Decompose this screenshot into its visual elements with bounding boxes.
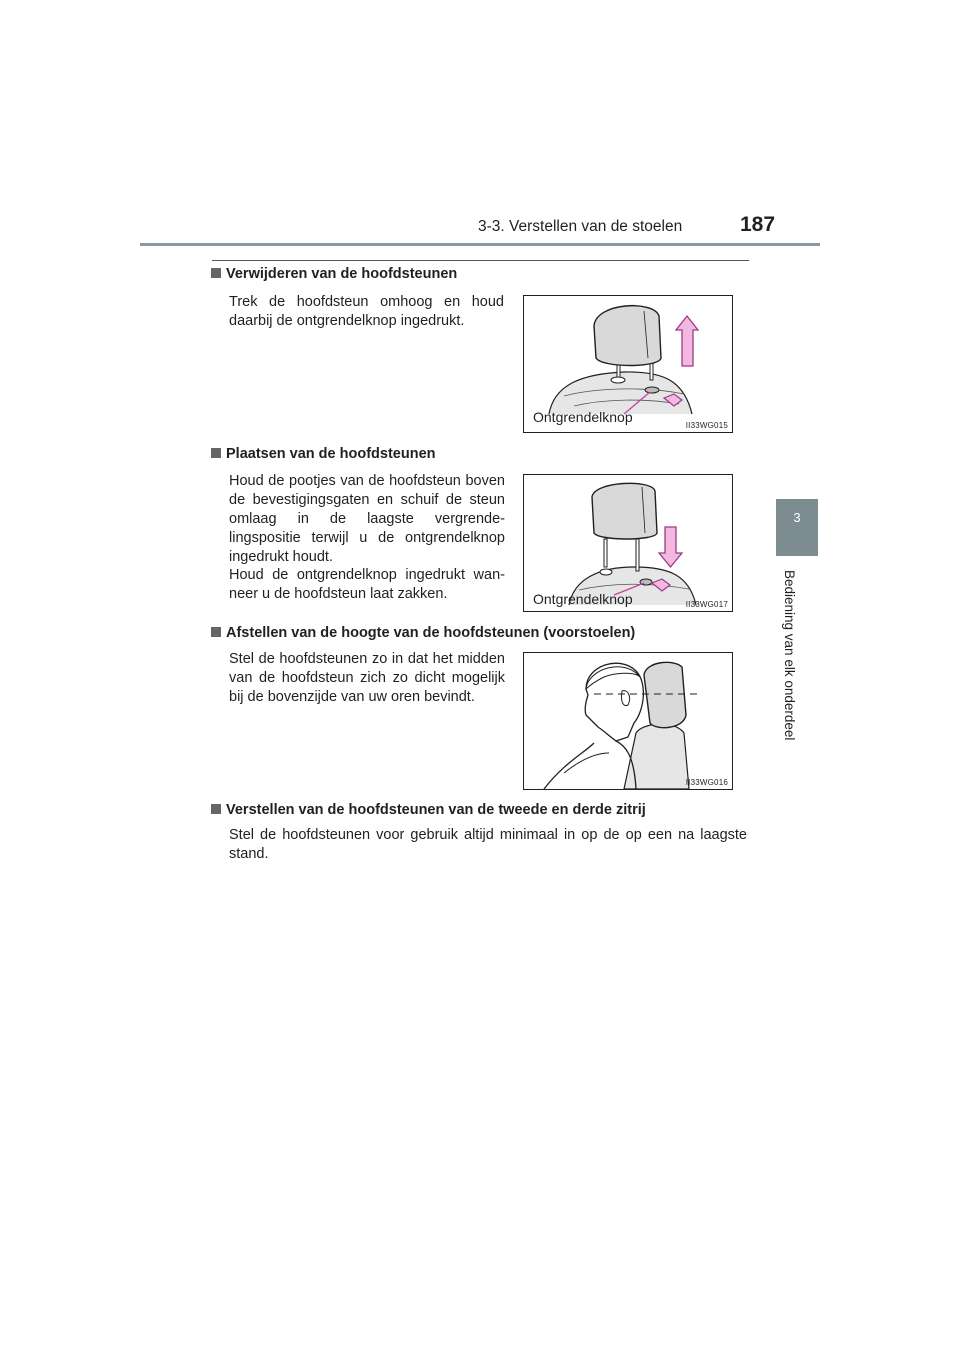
section-heading-remove: Verwijderen van de hoofdsteunen — [211, 266, 457, 282]
paragraph-height: Stel de hoofdsteunen zo in dat het midden van de hoofdsteun zich zo dicht mogelijk bij de bovenzijde van uw oren bevindt. — [229, 651, 505, 705]
chapter-tab: 3 — [776, 499, 818, 556]
down-arrow-icon — [659, 527, 682, 567]
headrest-height-illustration — [524, 653, 732, 789]
paragraph-rear-rows: Stel de hoofdsteunen voor gebruik altijd minimaal in op de op een na laagste stand. — [229, 827, 747, 862]
header-rule — [140, 243, 820, 246]
content-rule — [212, 260, 749, 261]
square-bullet-icon — [211, 448, 221, 458]
figure-label-release-button: Ontgrendelknop — [533, 409, 633, 425]
chapter-label: Bediening van elk onderdeel — [782, 570, 797, 741]
paragraph-install-2: Houd de ontgrendelknop ingedrukt wan-neer u de hoofdsteun laat zakken. — [229, 567, 505, 602]
figure-code: II33WG015 — [685, 421, 728, 430]
square-bullet-icon — [211, 268, 221, 278]
figure-code: II33WG016 — [685, 778, 728, 787]
square-bullet-icon — [211, 804, 221, 814]
up-arrow-icon — [676, 316, 698, 366]
figure-remove-headrest — [523, 295, 733, 433]
figure-install-headrest — [523, 474, 733, 612]
section-title: 3-3. Verstellen van de stoelen — [478, 218, 683, 235]
square-bullet-icon — [211, 627, 221, 637]
seatback-shape — [624, 724, 689, 789]
page-number: 187 — [740, 213, 776, 236]
paragraph-install-1: Houd de pootjes van de hoofdsteun boven de bevestigingsgaten en schuif de steun omlaag in de laagste vergrende-lingspositie terwijl u de ontgrendelknop ingedrukt houdt. — [229, 473, 505, 565]
figure-label-release-button: Ontgrendelknop — [533, 591, 633, 607]
figure-headrest-height — [523, 652, 733, 790]
section-heading-install: Plaatsen van de hoofdsteunen — [211, 446, 436, 462]
headrest-shape — [592, 483, 657, 539]
section-heading-rear-rows: Verstellen van de hoofdsteunen van de tweede en derde zitrij — [211, 802, 646, 818]
headrest-shape — [644, 662, 686, 727]
paragraph-remove: Trek de hoofdsteun omhoog en houd daarbij de ontgrendelknop ingedrukt. — [229, 294, 504, 329]
section-heading-height: Afstellen van de hoogte van de hoofdsteunen (voorstoelen) — [211, 625, 635, 641]
headrest-shape — [594, 306, 661, 366]
figure-code: II33WG017 — [685, 600, 728, 609]
